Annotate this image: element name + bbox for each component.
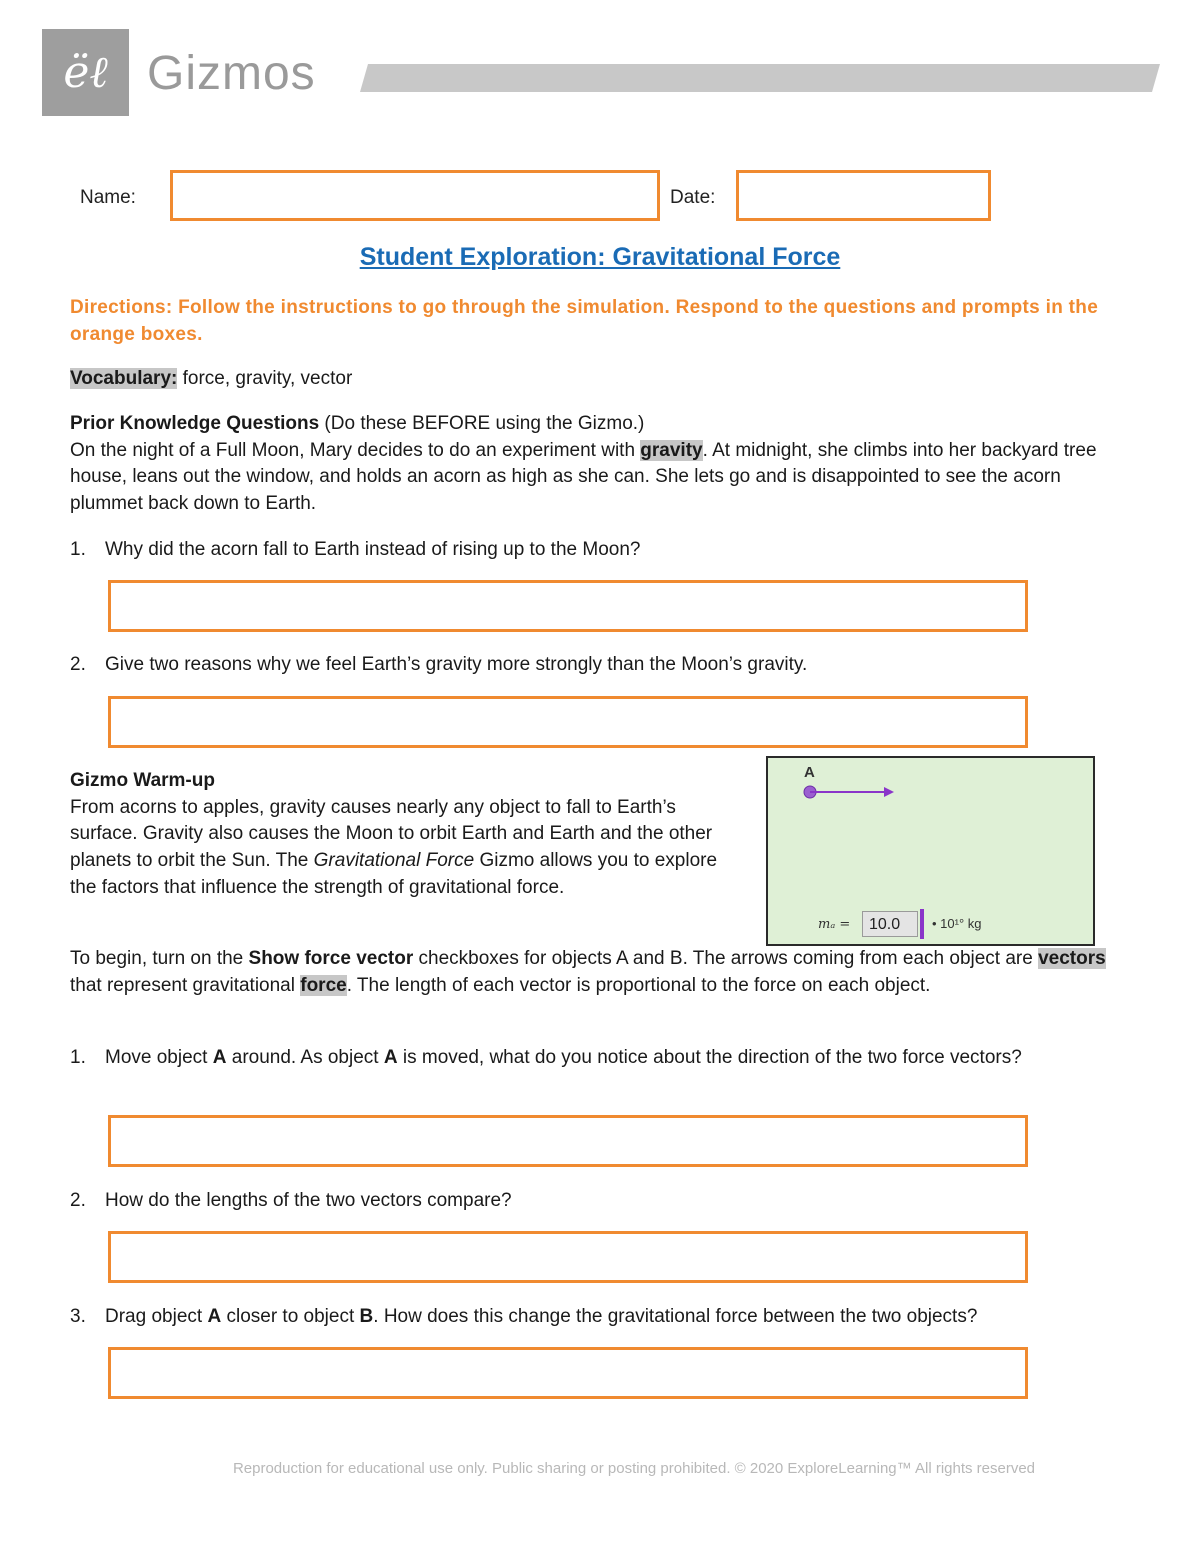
answer-box-warmup-2[interactable] bbox=[108, 1231, 1028, 1283]
warmup-question-3: 3. Drag object A closer to object B. How does this change the gravitational force between the two objects? bbox=[70, 1306, 978, 1327]
vocabulary-line bbox=[70, 366, 352, 393]
date-label: Date: bbox=[670, 187, 716, 208]
mass-slider-handle[interactable] bbox=[920, 909, 924, 939]
header-bar bbox=[360, 64, 1160, 92]
page-title: Student Exploration: Gravitational Force bbox=[359, 243, 841, 271]
mass-input[interactable]: 10.0 bbox=[862, 911, 918, 937]
prior-knowledge-heading: Prior Knowledge Questions (Do these BEFORE using the Gizmo.) bbox=[70, 413, 645, 434]
directions-text: Directions: Follow the instructions to go through the simulation. Respond to the questions and prompts in the orange boxes. bbox=[70, 297, 1099, 345]
vocabulary-label: Vocabulary: bbox=[70, 368, 178, 389]
mass-unit: • 10¹° kg bbox=[932, 916, 982, 931]
prior-question-1: 1. Why did the acorn fall to Earth instead of rising up to the Moon? bbox=[70, 539, 641, 560]
answer-box-prior-2[interactable] bbox=[108, 696, 1028, 748]
gizmo-screenshot bbox=[766, 756, 1095, 946]
name-label: Name: bbox=[80, 187, 136, 208]
prior-knowledge-paragraph: On the night of a Full Moon, Mary decides to do an experiment with gravity. At midnight, she climbs into her backyard tree house, leans out the window, and holds an acorn as high as she can. She lets go and is disappointed to see the acorn plummet back down to Earth. bbox=[70, 439, 1097, 515]
mass-label: mₐ = bbox=[818, 917, 851, 932]
vocabulary-terms: force, gravity, vector bbox=[177, 368, 353, 389]
object-a-label: A bbox=[804, 764, 815, 781]
warmup-instructions: To begin, turn on the Show force vector checkboxes for objects A and B. The arrows coming from each object are vectors that represent gravitational force. The length of each vector is proportional to the force on each object. bbox=[70, 948, 1106, 996]
warmup-question-2: 2. How do the lengths of the two vectors compare? bbox=[70, 1190, 512, 1211]
footer-copyright: Reproduction for educational use only. Public sharing or posting prohibited. © 2020 ExploreLearning™ All rights reserved bbox=[232, 1460, 1036, 1477]
term-force: force bbox=[300, 974, 347, 996]
term-gravity: gravity bbox=[640, 439, 703, 461]
warmup-paragraph: From acorns to apples, gravity causes nearly any object to fall to Earth’s surface. Gravity also causes the Moon to orbit Earth and Earth and the other planets to orbit the Sun. The Gravitational Force Gizmo allows you to explore the factors that influence the strength of gravitational force. bbox=[70, 796, 718, 898]
brand-name: Gizmos bbox=[147, 47, 316, 100]
explorelearning-logo: ëℓ bbox=[42, 29, 129, 116]
prior-knowledge-section bbox=[70, 411, 1135, 518]
warmup-question-1: 1. Move object A around. As object A is moved, what do you notice about the direction of the two force vectors? bbox=[70, 1047, 1022, 1068]
answer-box-warmup-3[interactable] bbox=[108, 1347, 1028, 1399]
prior-question-2: 2. Give two reasons why we feel Earth’s gravity more strongly than the Moon’s gravity. bbox=[70, 654, 808, 675]
warmup-heading: Gizmo Warm-up bbox=[70, 770, 215, 791]
answer-box-prior-1[interactable] bbox=[108, 580, 1028, 632]
name-input[interactable] bbox=[170, 170, 660, 221]
term-vectors: vectors bbox=[1038, 948, 1106, 969]
date-input[interactable] bbox=[736, 170, 991, 221]
force-vector-arrow bbox=[798, 780, 898, 804]
answer-box-warmup-1[interactable] bbox=[108, 1115, 1028, 1167]
warmup-section bbox=[70, 768, 745, 902]
